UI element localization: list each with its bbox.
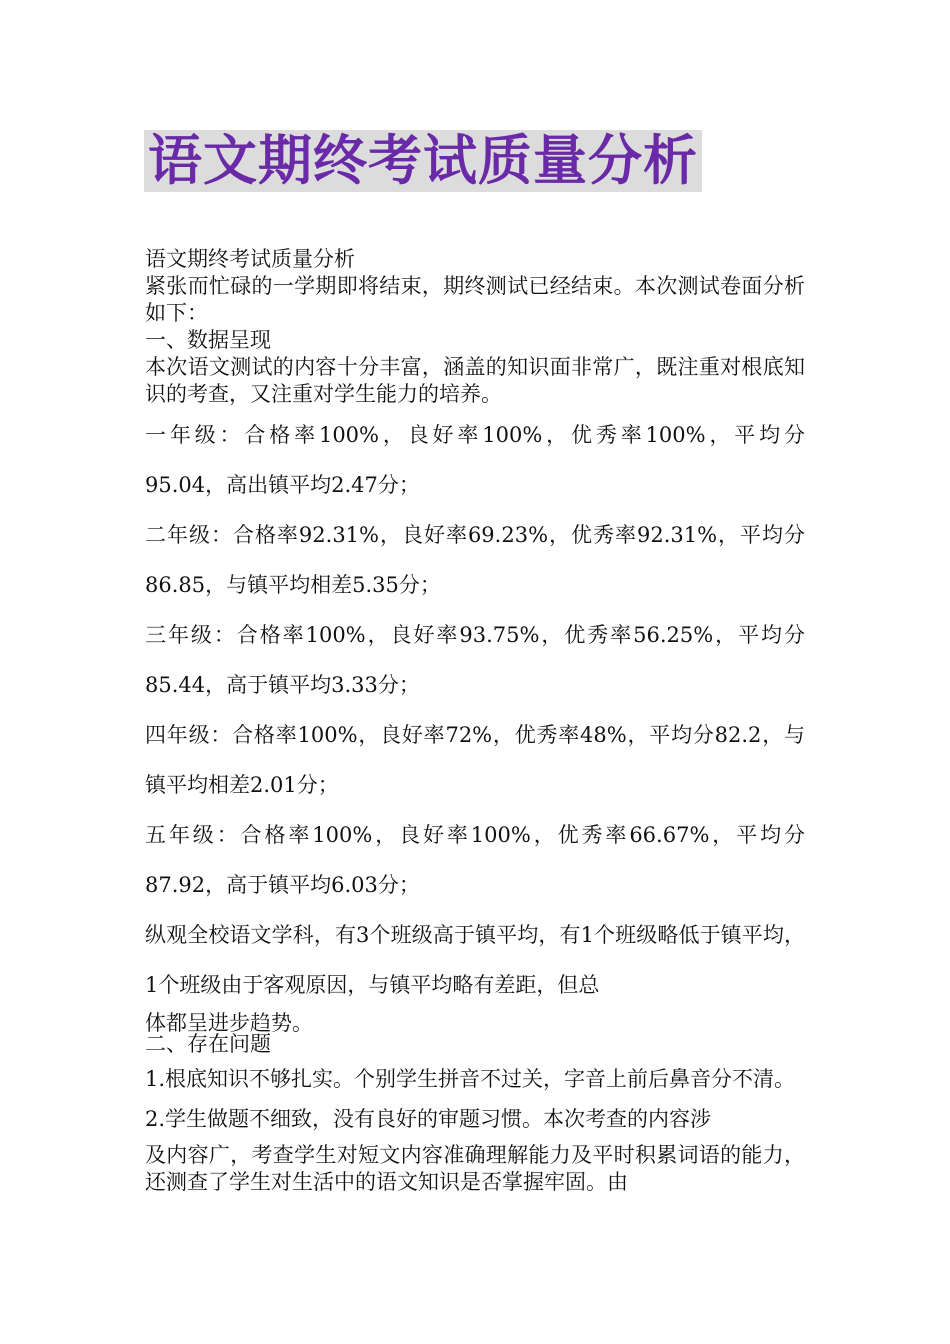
section-1-heading: 一、数据呈现 (145, 328, 271, 352)
problem-2-continuation: 及内容广，考查学生对短文内容准确理解能力及平时积累词语的能力，还测查了学生对生活中的语文知识是否掌握牢固。由 (145, 1143, 805, 1194)
document-body (145, 246, 805, 1196)
section-2-heading: 二、存在问题 (145, 1032, 271, 1056)
document-title: 语文期终考试质量分析 (144, 130, 702, 192)
subtitle: 语文期终考试质量分析 (145, 247, 355, 271)
grade-5-result: 五年级：合格率100%，良好率100%，优秀率66.67%，平均分87.92，高于镇平均6.03分； (145, 823, 805, 897)
grade-4-result: 四年级：合格率100%，良好率72%，优秀率48%，平均分82.2，与镇平均相差2.01分； (145, 723, 805, 797)
summary-text-part2: 体都呈进步趋势。 (145, 1011, 313, 1035)
problem-1: 1.根底知识不够扎实。个别学生拼音不过关，字音上前后鼻音分不清。 (145, 1067, 796, 1091)
intro-paragraph: 紧张而忙碌的一学期即将结束，期终测试已经结束。本次测试卷面分析如下： (145, 274, 805, 325)
summary-paragraph (145, 910, 805, 1037)
grade-results (145, 410, 805, 910)
grade-3-result: 三年级：合格率100%，良好率93.75%，优秀率56.25%，平均分85.44，高于镇平均3.33分； (145, 623, 805, 697)
problem-2-line: 2.学生做题不细致，没有良好的审题习惯。本次考查的内容涉 (145, 1107, 712, 1131)
section-1-paragraph: 本次语文测试的内容十分丰富，涵盖的知识面非常广，既注重对根底知识的考查，又注重对学生能力的培养。 (145, 355, 805, 406)
summary-text-part1: 纵观全校语文学科，有3个班级高于镇平均，有1个班级略低于镇平均，1个班级由于客观原因，与镇平均略有差距，但总 (145, 923, 805, 997)
grade-1-result: 一年级：合格率100%，良好率100%，优秀率100%，平均分95.04，高出镇平均2.47分； (145, 423, 805, 497)
grade-2-result: 二年级：合格率92.31%，良好率69.23%，优秀率92.31%，平均分86.85，与镇平均相差5.35分； (145, 523, 805, 597)
